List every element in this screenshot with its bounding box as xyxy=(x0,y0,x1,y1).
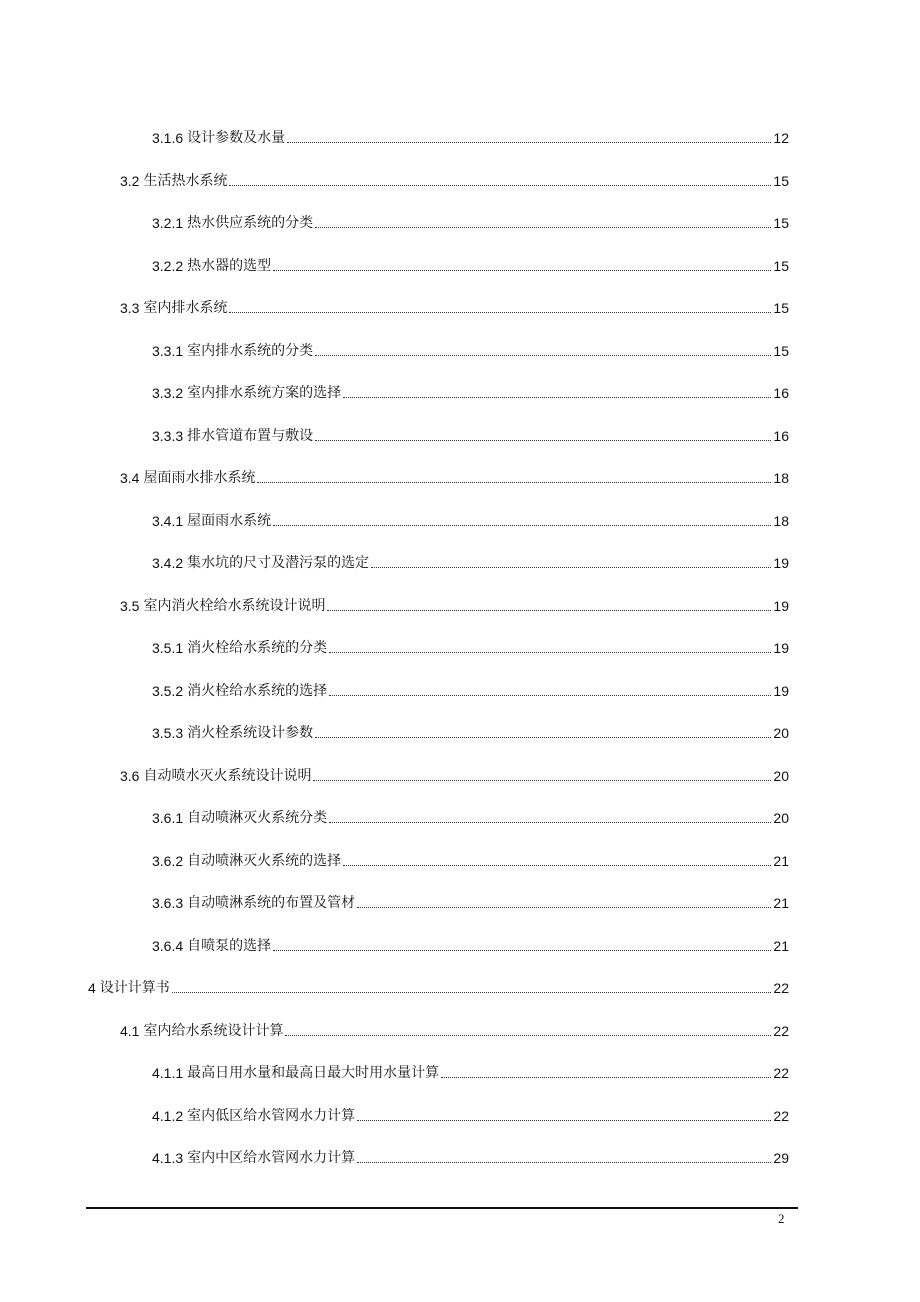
toc-entry-page: 21 xyxy=(773,895,789,911)
toc-entry-number: 3.2 xyxy=(120,173,140,189)
toc-entry[interactable] xyxy=(152,213,789,233)
toc-entry-number: 4.1.1 xyxy=(152,1065,184,1081)
toc-entry-page: 21 xyxy=(773,853,789,869)
toc-entry-page: 16 xyxy=(773,385,789,401)
toc-entry-number: 3.3.1 xyxy=(152,343,184,359)
toc-entry-title: 屋面雨水排水系统 xyxy=(143,470,256,486)
toc-entry[interactable] xyxy=(152,1148,789,1168)
toc-entry-number: 3.2.1 xyxy=(152,215,184,231)
toc-entry-page: 29 xyxy=(773,1150,789,1166)
dot-leader xyxy=(257,481,771,483)
toc-entry-title: 自动喷水灭火系统设计说明 xyxy=(143,768,312,784)
toc-entry-number: 3.4 xyxy=(120,470,140,486)
toc-entry-page: 20 xyxy=(773,725,789,741)
dot-leader xyxy=(287,141,771,143)
toc-entry[interactable] xyxy=(152,808,789,828)
toc-entry-number: 3.6.1 xyxy=(152,810,184,826)
toc-entry[interactable] xyxy=(152,723,789,743)
toc-entry-page: 19 xyxy=(773,640,789,656)
toc-entry-page: 22 xyxy=(773,1065,789,1081)
toc-entry-page: 21 xyxy=(773,938,789,954)
dot-leader xyxy=(313,779,771,781)
toc-entry[interactable] xyxy=(152,256,789,276)
dot-leader xyxy=(357,906,771,908)
toc-entry-number: 3.3 xyxy=(120,300,140,316)
toc-entry-number: 3.4.2 xyxy=(152,555,184,571)
toc-entry-number: 3.4.1 xyxy=(152,513,184,529)
toc-entry-page: 18 xyxy=(773,470,789,486)
dot-leader xyxy=(371,566,771,568)
toc-entry-title: 室内中区给水管网水力计算 xyxy=(187,1150,356,1166)
toc-entry-title: 集水坑的尺寸及潜污泵的选定 xyxy=(187,555,370,571)
toc-entry-number: 4.1.3 xyxy=(152,1150,184,1166)
toc-entry-number: 3.3.2 xyxy=(152,385,184,401)
dot-leader xyxy=(273,269,771,271)
toc-entry-title: 自动喷淋系统的布置及管材 xyxy=(187,895,356,911)
toc-entry[interactable] xyxy=(120,171,789,191)
dot-leader xyxy=(357,1161,771,1163)
toc-entry-title: 室内排水系统方案的选择 xyxy=(187,385,342,401)
dot-leader xyxy=(315,226,771,228)
dot-leader xyxy=(273,949,771,951)
toc-entry[interactable] xyxy=(152,383,789,403)
toc-entry[interactable] xyxy=(120,596,789,616)
toc-entry-page: 16 xyxy=(773,428,789,444)
dot-leader xyxy=(327,609,771,611)
toc-entry-title: 屋面雨水系统 xyxy=(187,513,272,529)
toc-entry-number: 3.6 xyxy=(120,768,140,784)
toc-entry-page: 22 xyxy=(773,1023,789,1039)
dot-leader xyxy=(329,651,771,653)
toc-entry[interactable] xyxy=(152,851,789,871)
toc-entry-title: 室内给水系统设计计算 xyxy=(143,1023,284,1039)
toc-entry-number: 3.5.3 xyxy=(152,725,184,741)
dot-leader xyxy=(315,439,771,441)
toc-entry-title: 自动喷淋灭火系统分类 xyxy=(187,810,328,826)
toc-entry-number: 3.6.4 xyxy=(152,938,184,954)
toc-entry-page: 19 xyxy=(773,555,789,571)
toc-entry[interactable] xyxy=(120,1021,789,1041)
toc-entry-title: 室内排水系统 xyxy=(143,300,228,316)
toc-entry[interactable] xyxy=(152,936,789,956)
toc-entry-page: 22 xyxy=(773,980,789,996)
dot-leader xyxy=(315,354,771,356)
toc-entry-title: 室内消火栓给水系统设计说明 xyxy=(143,598,326,614)
toc-entry[interactable] xyxy=(152,341,789,361)
toc-entry[interactable] xyxy=(152,426,789,446)
page-number: 2 xyxy=(778,1211,785,1226)
dot-leader xyxy=(329,821,771,823)
toc-entry-page: 19 xyxy=(773,683,789,699)
toc-entry[interactable] xyxy=(152,893,789,913)
toc-entry-page: 22 xyxy=(773,1108,789,1124)
toc-entry[interactable] xyxy=(88,978,789,998)
toc-entry-title: 设计计算书 xyxy=(99,980,170,996)
toc-entry[interactable] xyxy=(152,128,789,148)
toc-entry-number: 3.1.6 xyxy=(152,130,184,146)
toc-entry-number: 4.1 xyxy=(120,1023,140,1039)
toc-entry-title: 最高日用水量和最高日最大时用水量计算 xyxy=(187,1065,440,1081)
toc-entry-page: 15 xyxy=(773,258,789,274)
toc-entry-number: 3.6.2 xyxy=(152,853,184,869)
toc-entry[interactable] xyxy=(152,511,789,531)
toc-entry-title: 室内低区给水管网水力计算 xyxy=(187,1108,356,1124)
dot-leader xyxy=(273,524,771,526)
toc-entry[interactable] xyxy=(152,1106,789,1126)
dot-leader xyxy=(329,694,771,696)
toc-entry-page: 19 xyxy=(773,598,789,614)
toc-entry-title: 自动喷淋灭火系统的选择 xyxy=(187,853,342,869)
toc-entry-title: 热水供应系统的分类 xyxy=(187,215,314,231)
toc-entry-number: 3.5 xyxy=(120,598,140,614)
toc-entry-page: 20 xyxy=(773,810,789,826)
toc-entry-title: 热水器的选型 xyxy=(187,258,272,274)
dot-leader xyxy=(172,991,772,993)
toc-entry-number: 3.3.3 xyxy=(152,428,184,444)
toc-entry-page: 15 xyxy=(773,343,789,359)
toc-entry-number: 3.6.3 xyxy=(152,895,184,911)
toc-entry-title: 自喷泵的选择 xyxy=(187,938,272,954)
toc-entry[interactable] xyxy=(120,298,789,318)
toc-entry-page: 18 xyxy=(773,513,789,529)
dot-leader xyxy=(441,1076,771,1078)
dot-leader xyxy=(229,184,771,186)
toc-entry-page: 15 xyxy=(773,300,789,316)
toc-entry-number: 3.5.1 xyxy=(152,640,184,656)
toc-entry-number: 3.5.2 xyxy=(152,683,184,699)
toc-entry-number: 4.1.2 xyxy=(152,1108,184,1124)
toc-entry-number: 3.2.2 xyxy=(152,258,184,274)
toc-entry-page: 12 xyxy=(773,130,789,146)
toc-entry-number: 4 xyxy=(88,980,96,996)
toc-entry-title: 消火栓给水系统的选择 xyxy=(187,683,328,699)
toc-entry-title: 排水管道布置与敷设 xyxy=(187,428,314,444)
footer-divider xyxy=(86,1207,798,1209)
toc-entry[interactable] xyxy=(152,638,789,658)
toc-entry-title: 室内排水系统的分类 xyxy=(187,343,314,359)
dot-leader xyxy=(229,311,771,313)
toc-entry-title: 消火栓给水系统的分类 xyxy=(187,640,328,656)
toc-entry-title: 生活热水系统 xyxy=(143,173,228,189)
dot-leader xyxy=(285,1034,771,1036)
toc-entry[interactable] xyxy=(152,553,789,573)
toc-entry-page: 15 xyxy=(773,215,789,231)
dot-leader xyxy=(357,1119,771,1121)
toc-entry-page: 15 xyxy=(773,173,789,189)
dot-leader xyxy=(343,396,771,398)
toc-entry-title: 设计参数及水量 xyxy=(187,130,286,146)
toc-entry[interactable] xyxy=(152,1063,789,1083)
dot-leader xyxy=(343,864,771,866)
toc-entry[interactable] xyxy=(120,766,789,786)
toc-entry-title: 消火栓系统设计参数 xyxy=(187,725,314,741)
dot-leader xyxy=(315,736,771,738)
toc-entry[interactable] xyxy=(152,681,789,701)
toc-entry-page: 20 xyxy=(773,768,789,784)
toc-entry[interactable] xyxy=(120,468,789,488)
